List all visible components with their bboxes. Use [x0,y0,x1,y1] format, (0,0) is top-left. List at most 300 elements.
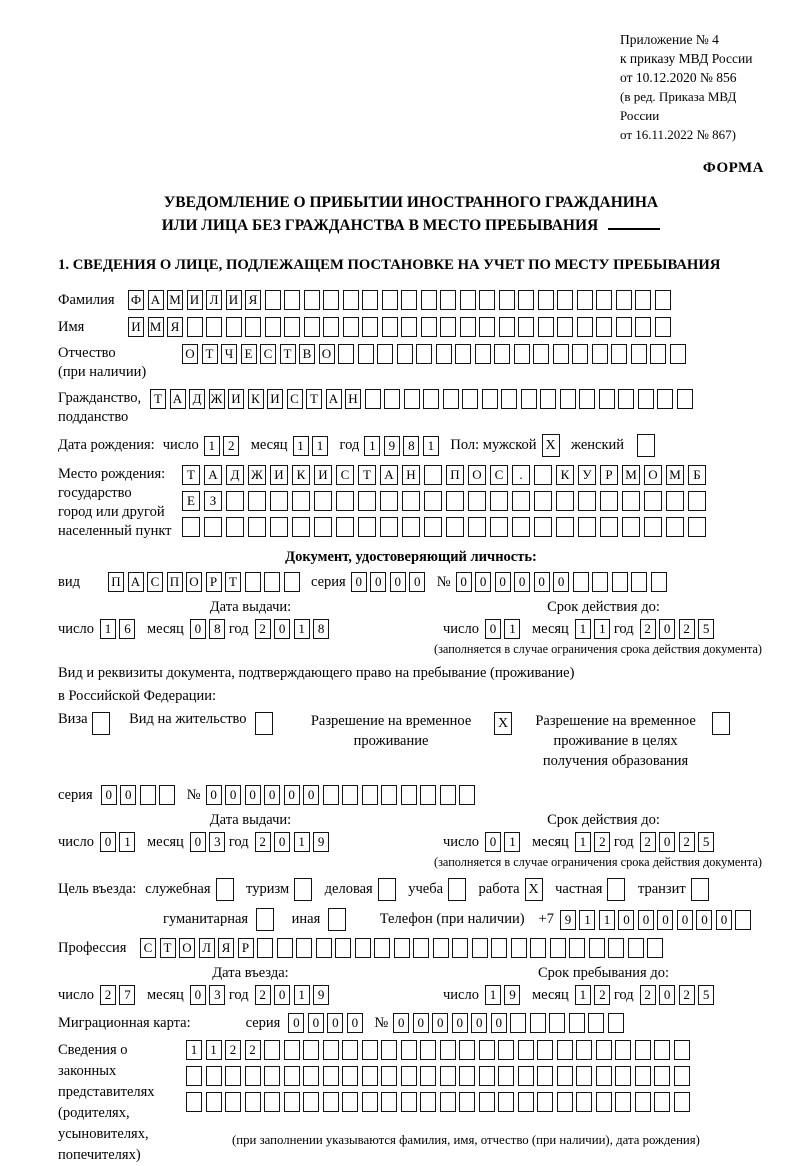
char-cell[interactable] [635,1092,651,1112]
char-cell[interactable] [589,938,605,958]
char-cell[interactable] [256,908,274,931]
char-cell[interactable]: 0 [393,1013,409,1033]
char-cell[interactable]: М [622,465,640,485]
char-cell[interactable]: П [108,572,124,592]
char-cell[interactable]: 9 [313,985,329,1005]
char-cell[interactable]: 0 [657,910,673,930]
char-cell[interactable]: Т [202,344,218,364]
char-cell[interactable] [342,785,358,805]
char-cell[interactable] [537,1066,553,1086]
char-cell[interactable]: 0 [101,785,117,805]
char-cell[interactable]: 2 [679,619,695,639]
char-cell[interactable] [569,938,585,958]
char-cell[interactable] [362,1040,378,1060]
char-cell[interactable] [248,517,266,537]
char-cell[interactable]: К [292,465,310,485]
char-cell[interactable]: 0 [659,619,675,639]
char-cell[interactable] [475,344,491,364]
char-cell[interactable] [518,290,534,310]
char-cell[interactable] [226,517,244,537]
char-cell[interactable] [556,517,574,537]
char-cell[interactable]: 0 [264,785,280,805]
char-cell[interactable] [577,317,593,337]
char-cell[interactable]: 2 [640,985,656,1005]
char-cell[interactable] [498,1066,514,1086]
char-cell[interactable] [644,491,662,511]
char-cell[interactable] [596,317,612,337]
char-cell[interactable]: . [512,465,530,485]
char-cell[interactable] [292,491,310,511]
char-cell[interactable]: Т [182,465,200,485]
char-cell[interactable] [328,908,346,931]
char-cell[interactable] [521,389,537,409]
char-cell[interactable] [534,491,552,511]
char-cell[interactable]: 2 [255,985,271,1005]
char-cell[interactable] [691,878,709,901]
char-cell[interactable] [712,712,730,735]
char-cell[interactable]: 3 [209,832,225,852]
char-cell[interactable] [557,1066,573,1086]
char-cell[interactable]: С [287,389,303,409]
char-cell[interactable]: 1 [294,832,310,852]
char-cell[interactable]: 2 [640,619,656,639]
char-cell[interactable] [650,344,666,364]
char-cell[interactable] [479,317,495,337]
char-cell[interactable] [159,785,175,805]
char-cell[interactable]: 2 [679,832,695,852]
char-cell[interactable] [381,1066,397,1086]
char-cell[interactable] [615,1092,631,1112]
char-cell[interactable] [401,1092,417,1112]
char-cell[interactable] [588,1013,604,1033]
char-cell[interactable]: О [186,572,202,592]
char-cell[interactable] [186,1066,202,1086]
char-cell[interactable]: П [167,572,183,592]
char-cell[interactable] [264,1092,280,1112]
char-cell[interactable] [490,517,508,537]
char-cell[interactable] [578,517,596,537]
char-cell[interactable] [265,317,281,337]
char-cell[interactable] [596,1040,612,1060]
char-cell[interactable] [577,290,593,310]
char-cell[interactable] [494,344,510,364]
char-cell[interactable] [401,317,417,337]
char-cell[interactable]: Т [358,465,376,485]
char-cell[interactable] [446,517,464,537]
char-cell[interactable]: О [319,344,335,364]
char-cell[interactable] [394,938,410,958]
char-cell[interactable] [264,572,280,592]
char-cell[interactable] [323,785,339,805]
char-cell[interactable] [608,938,624,958]
char-cell[interactable]: 7 [119,985,135,1005]
char-cell[interactable]: Б [688,465,706,485]
char-cell[interactable] [499,317,515,337]
char-cell[interactable]: П [446,465,464,485]
char-cell[interactable] [303,1092,319,1112]
char-cell[interactable]: Р [206,572,222,592]
char-cell[interactable]: Р [238,938,254,958]
char-cell[interactable]: 2 [255,832,271,852]
char-cell[interactable]: Т [160,938,176,958]
char-cell[interactable] [596,290,612,310]
char-cell[interactable] [635,1066,651,1086]
char-cell[interactable]: Т [306,389,322,409]
char-cell[interactable] [216,878,234,901]
char-cell[interactable]: 1 [186,1040,202,1060]
char-cell[interactable] [479,1092,495,1112]
char-cell[interactable]: 1 [504,832,520,852]
char-cell[interactable]: В [299,344,315,364]
char-cell[interactable] [557,1092,573,1112]
char-cell[interactable]: X [494,712,512,735]
char-cell[interactable] [225,1066,241,1086]
char-cell[interactable] [424,465,442,485]
char-cell[interactable] [187,317,203,337]
char-cell[interactable] [440,1066,456,1086]
char-cell[interactable]: 2 [223,436,239,456]
char-cell[interactable]: 9 [384,436,400,456]
char-cell[interactable] [655,290,671,310]
char-cell[interactable] [440,1092,456,1112]
char-cell[interactable] [618,389,634,409]
char-cell[interactable]: Е [182,491,200,511]
char-cell[interactable] [182,517,200,537]
char-cell[interactable]: Н [345,389,361,409]
char-cell[interactable]: А [128,572,144,592]
char-cell[interactable]: 2 [679,985,695,1005]
char-cell[interactable] [557,1040,573,1060]
char-cell[interactable]: 0 [225,785,241,805]
char-cell[interactable] [498,1040,514,1060]
char-cell[interactable]: 8 [403,436,419,456]
char-cell[interactable] [576,1092,592,1112]
char-cell[interactable] [226,317,242,337]
char-cell[interactable] [323,1040,339,1060]
char-cell[interactable] [622,491,640,511]
char-cell[interactable] [186,1092,202,1112]
char-cell[interactable]: 0 [370,572,386,592]
char-cell[interactable] [284,1066,300,1086]
char-cell[interactable] [482,389,498,409]
char-cell[interactable] [533,344,549,364]
char-cell[interactable]: 0 [274,985,290,1005]
char-cell[interactable]: 0 [327,1013,343,1033]
char-cell[interactable]: 8 [209,619,225,639]
char-cell[interactable]: 0 [190,985,206,1005]
char-cell[interactable]: С [147,572,163,592]
char-cell[interactable] [343,317,359,337]
char-cell[interactable] [615,1040,631,1060]
char-cell[interactable]: 0 [618,910,634,930]
char-cell[interactable]: 1 [599,910,615,930]
char-cell[interactable]: 0 [274,619,290,639]
char-cell[interactable]: О [468,465,486,485]
char-cell[interactable]: Л [206,290,222,310]
char-cell[interactable] [631,344,647,364]
char-cell[interactable] [635,1040,651,1060]
char-cell[interactable] [342,1066,358,1086]
char-cell[interactable]: Т [150,389,166,409]
char-cell[interactable] [270,491,288,511]
char-cell[interactable] [440,317,456,337]
char-cell[interactable] [518,1040,534,1060]
char-cell[interactable] [382,290,398,310]
char-cell[interactable] [674,1092,690,1112]
char-cell[interactable] [413,938,429,958]
char-cell[interactable]: 1 [575,832,591,852]
char-cell[interactable] [424,517,442,537]
char-cell[interactable] [362,1066,378,1086]
char-cell[interactable] [323,1092,339,1112]
char-cell[interactable] [401,1040,417,1060]
char-cell[interactable] [338,344,354,364]
char-cell[interactable] [479,1040,495,1060]
char-cell[interactable] [549,1013,565,1033]
char-cell[interactable] [655,317,671,337]
char-cell[interactable] [336,491,354,511]
char-cell[interactable] [600,491,618,511]
char-cell[interactable] [615,1066,631,1086]
char-cell[interactable]: 1 [294,985,310,1005]
char-cell[interactable]: О [644,465,662,485]
char-cell[interactable] [491,938,507,958]
char-cell[interactable]: 3 [209,985,225,1005]
char-cell[interactable] [612,572,628,592]
char-cell[interactable] [455,344,471,364]
char-cell[interactable]: К [556,465,574,485]
char-cell[interactable]: 0 [514,572,530,592]
char-cell[interactable] [537,1092,553,1112]
char-cell[interactable] [472,938,488,958]
char-cell[interactable]: 0 [347,1013,363,1033]
char-cell[interactable] [206,317,222,337]
char-cell[interactable] [572,344,588,364]
char-cell[interactable] [540,389,556,409]
char-cell[interactable] [424,491,442,511]
char-cell[interactable] [420,1040,436,1060]
char-cell[interactable]: 0 [120,785,136,805]
char-cell[interactable] [600,517,618,537]
char-cell[interactable] [550,938,566,958]
char-cell[interactable] [579,389,595,409]
char-cell[interactable] [284,1092,300,1112]
char-cell[interactable]: Р [600,465,618,485]
char-cell[interactable] [343,290,359,310]
char-cell[interactable] [304,290,320,310]
char-cell[interactable] [303,1066,319,1086]
char-cell[interactable] [654,1040,670,1060]
char-cell[interactable] [459,1092,475,1112]
char-cell[interactable]: А [380,465,398,485]
char-cell[interactable] [538,290,554,310]
char-cell[interactable] [479,1066,495,1086]
char-cell[interactable] [314,491,332,511]
char-cell[interactable]: 2 [594,985,610,1005]
char-cell[interactable] [397,344,413,364]
char-cell[interactable]: Е [241,344,257,364]
char-cell[interactable]: 0 [245,785,261,805]
char-cell[interactable] [573,572,589,592]
char-cell[interactable]: Ф [128,290,144,310]
char-cell[interactable]: 0 [471,1013,487,1033]
char-cell[interactable] [537,1040,553,1060]
char-cell[interactable] [651,572,667,592]
char-cell[interactable] [225,1092,241,1112]
char-cell[interactable] [479,290,495,310]
char-cell[interactable] [498,1092,514,1112]
char-cell[interactable]: А [148,290,164,310]
char-cell[interactable] [294,878,312,901]
char-cell[interactable]: 1 [312,436,328,456]
char-cell[interactable]: Н [402,465,420,485]
char-cell[interactable] [248,491,266,511]
char-cell[interactable]: Я [218,938,234,958]
char-cell[interactable] [553,344,569,364]
char-cell[interactable] [401,785,417,805]
char-cell[interactable] [362,785,378,805]
char-cell[interactable] [556,491,574,511]
char-cell[interactable]: 0 [475,572,491,592]
char-cell[interactable]: 0 [491,1013,507,1033]
char-cell[interactable] [560,389,576,409]
char-cell[interactable]: И [228,389,244,409]
char-cell[interactable]: 1 [504,619,520,639]
char-cell[interactable] [501,389,517,409]
char-cell[interactable] [511,938,527,958]
char-cell[interactable] [557,317,573,337]
char-cell[interactable] [140,785,156,805]
char-cell[interactable]: С [490,465,508,485]
char-cell[interactable]: С [260,344,276,364]
char-cell[interactable] [512,491,530,511]
char-cell[interactable]: М [666,465,684,485]
char-cell[interactable] [443,389,459,409]
char-cell[interactable] [420,1066,436,1086]
char-cell[interactable]: 0 [190,832,206,852]
char-cell[interactable] [448,878,466,901]
char-cell[interactable] [688,491,706,511]
char-cell[interactable] [674,1066,690,1086]
char-cell[interactable] [530,938,546,958]
char-cell[interactable] [380,491,398,511]
char-cell[interactable] [462,389,478,409]
char-cell[interactable]: 5 [698,619,714,639]
char-cell[interactable] [514,344,530,364]
char-cell[interactable] [440,785,456,805]
char-cell[interactable] [284,290,300,310]
char-cell[interactable]: 0 [409,572,425,592]
char-cell[interactable] [460,317,476,337]
char-cell[interactable] [518,1066,534,1086]
char-cell[interactable]: 0 [659,985,675,1005]
char-cell[interactable] [335,938,351,958]
char-cell[interactable]: X [542,434,560,457]
char-cell[interactable] [270,517,288,537]
char-cell[interactable] [596,1092,612,1112]
char-cell[interactable] [423,389,439,409]
char-cell[interactable] [628,938,644,958]
char-cell[interactable] [292,517,310,537]
char-cell[interactable] [460,290,476,310]
char-cell[interactable] [416,344,432,364]
char-cell[interactable] [421,290,437,310]
char-cell[interactable] [446,491,464,511]
char-cell[interactable] [226,491,244,511]
char-cell[interactable]: 0 [351,572,367,592]
char-cell[interactable]: 1 [423,436,439,456]
char-cell[interactable]: 0 [452,1013,468,1033]
char-cell[interactable]: 0 [308,1013,324,1033]
char-cell[interactable] [358,517,376,537]
char-cell[interactable] [518,1092,534,1112]
char-cell[interactable]: 0 [553,572,569,592]
char-cell[interactable] [674,1040,690,1060]
char-cell[interactable] [265,290,281,310]
char-cell[interactable]: 1 [119,832,135,852]
char-cell[interactable]: Т [280,344,296,364]
char-cell[interactable] [380,517,398,537]
char-cell[interactable] [381,1040,397,1060]
char-cell[interactable] [204,517,222,537]
char-cell[interactable]: 1 [206,1040,222,1060]
char-cell[interactable] [206,1092,222,1112]
char-cell[interactable] [316,938,332,958]
char-cell[interactable] [569,1013,585,1033]
char-cell[interactable]: 0 [495,572,511,592]
char-cell[interactable]: Я [245,290,261,310]
char-cell[interactable] [510,1013,526,1033]
char-cell[interactable] [323,290,339,310]
char-cell[interactable]: 0 [390,572,406,592]
char-cell[interactable]: У [578,465,596,485]
char-cell[interactable] [459,1066,475,1086]
char-cell[interactable] [576,1040,592,1060]
char-cell[interactable] [440,1040,456,1060]
char-cell[interactable]: 0 [485,832,501,852]
char-cell[interactable]: 1 [485,985,501,1005]
char-cell[interactable] [377,344,393,364]
char-cell[interactable]: 2 [594,832,610,852]
char-cell[interactable] [420,785,436,805]
char-cell[interactable] [358,491,376,511]
char-cell[interactable] [384,389,400,409]
char-cell[interactable]: 0 [190,619,206,639]
char-cell[interactable] [303,1040,319,1060]
char-cell[interactable]: З [204,491,222,511]
char-cell[interactable] [677,389,693,409]
char-cell[interactable] [92,712,110,735]
char-cell[interactable] [538,317,554,337]
char-cell[interactable] [382,317,398,337]
char-cell[interactable]: О [182,344,198,364]
char-cell[interactable]: И [128,317,144,337]
char-cell[interactable]: 6 [119,619,135,639]
char-cell[interactable] [342,1040,358,1060]
char-cell[interactable] [666,517,684,537]
char-cell[interactable] [635,317,651,337]
char-cell[interactable] [304,317,320,337]
char-cell[interactable]: 0 [677,910,693,930]
char-cell[interactable] [578,491,596,511]
char-cell[interactable] [433,938,449,958]
char-cell[interactable]: 9 [504,985,520,1005]
char-cell[interactable]: А [204,465,222,485]
char-cell[interactable] [264,1066,280,1086]
char-cell[interactable] [576,1066,592,1086]
char-cell[interactable]: 0 [716,910,732,930]
char-cell[interactable]: 1 [294,619,310,639]
